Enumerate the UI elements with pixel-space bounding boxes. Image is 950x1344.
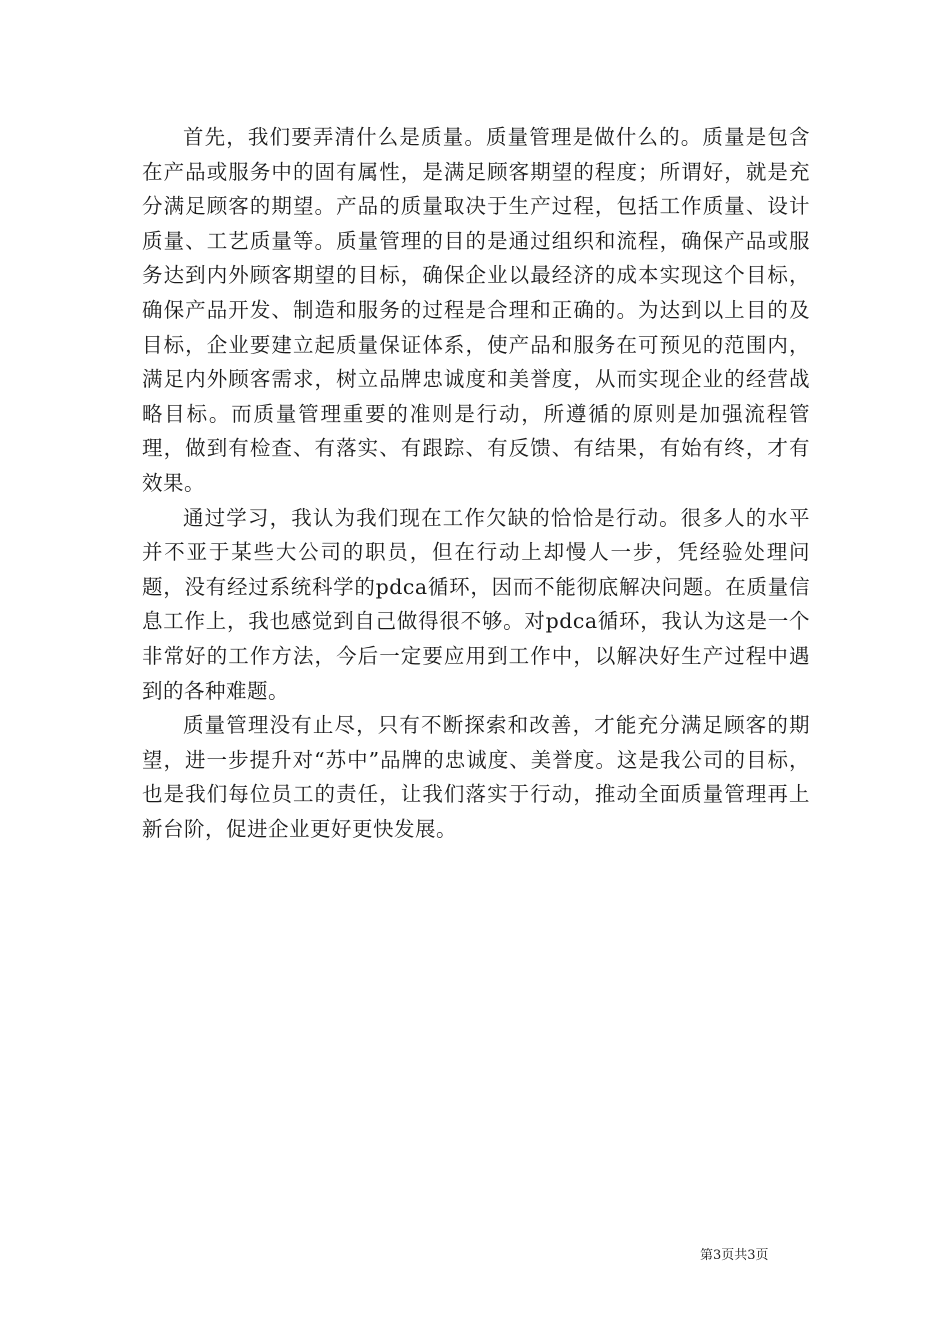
paragraph-1: 首先，我们要弄清什么是质量。质量管理是做什么的。质量是包含在产品或服务中的固有属性，是满足顾客期望的程度；所谓好，就是充分满足顾客的期望。产品的质量取决于生产过程，包括工作质量、设计质量、工艺质量等。质量管理的目的是通过组织和流程，确保产品或服务达到内外顾客期望的目标，确保企业以最经济的成本实现这个目标，确保产品开发、制造和服务的过程是合理和正确的。为达到以上目的及目标，企业要建立起质量保证体系，使产品和服务在可预见的范围内，满足内外顾客需求，树立品牌忠诚度和美誉度，从而实现企业的经营战略目标。而质量管理重要的准则是行动，所遵循的原则是加强流程管理，做到有检查、有落实、有跟踪、有反馈、有结果，有始有终，才有效果。 <box>142 125 810 495</box>
document-body <box>142 120 810 846</box>
page-number: 第3页共3页 <box>700 1248 769 1263</box>
paragraph-2: 通过学习，我认为我们现在工作欠缺的恰恰是行动。很多人的水平并不亚于某些大公司的职员，但在行动上却慢人一步，凭经验处理问题，没有经过系统科学的pdca循环，因而不能彻底解决问题。在质量信息工作上，我也感觉到自己做得很不够。对pdca循环，我认为这是一个非常好的工作方法，今后一定要应用到工作中，以解决好生产过程中遇到的各种难题。 <box>142 505 810 703</box>
paragraph-3: 质量管理没有止尽，只有不断探索和改善，才能充分满足顾客的期望，进一步提升对“苏中”品牌的忠诚度、美誉度。这是我公司的目标，也是我们每位员工的责任，让我们落实于行动，推动全面质量管理再上新台阶，促进企业更好更快发展。 <box>142 713 810 841</box>
